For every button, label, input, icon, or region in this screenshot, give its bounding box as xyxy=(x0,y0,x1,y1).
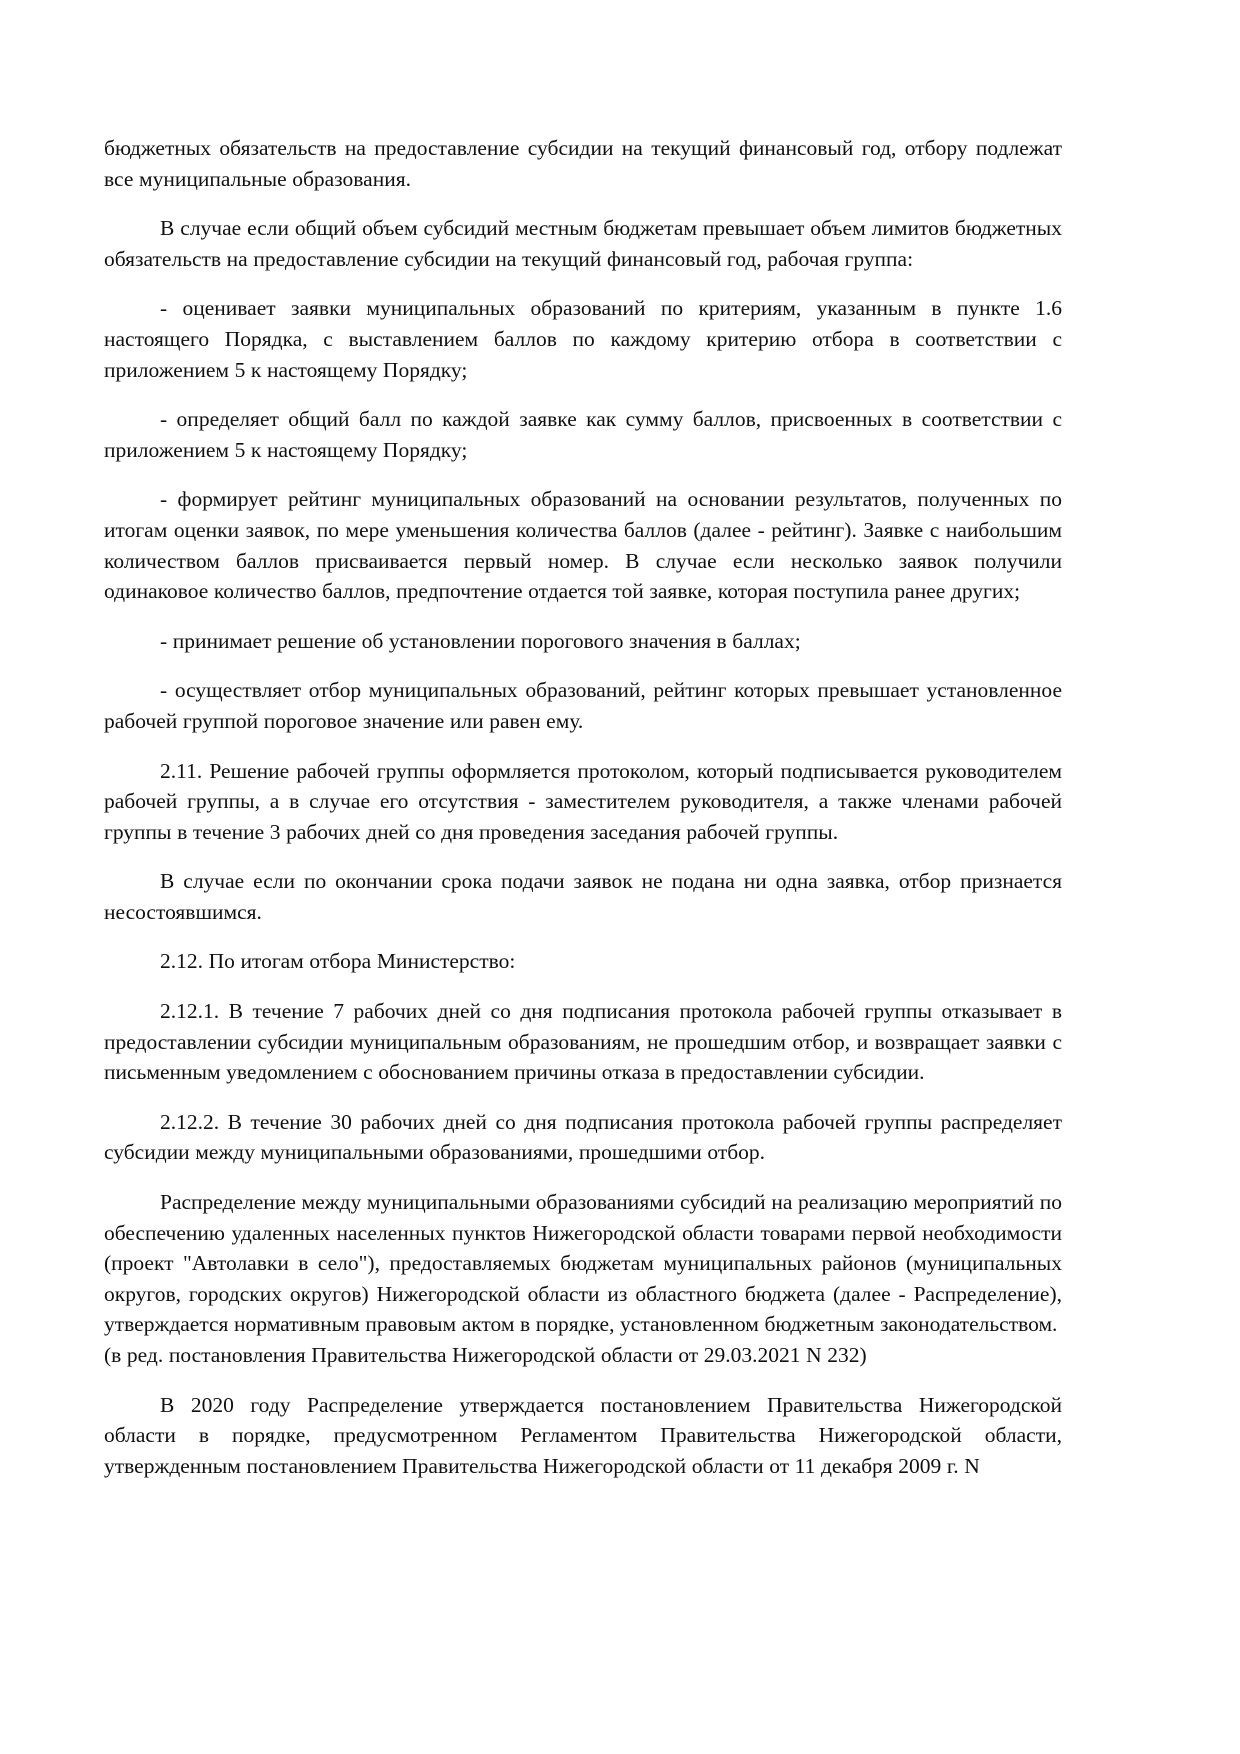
paragraph-continuation-budget-obligations: бюджетных обязательств на предоставление субсидии на текущий финансовый год, отбору подлежат все муниципальные образования. xyxy=(104,136,1062,191)
clause-2-12-2-distribution-within-30-days: 2.12.2. В течение 30 рабочих дней со дня подписания протокола рабочей группы распределяет субсидии между муниципальными образованиями, прошедшими отбор. xyxy=(104,1109,1062,1165)
amendment-reference-note: (в ред. постановления Правительства Нижегородской области от 29.03.2021 N 232) xyxy=(104,1343,867,1367)
list-item-evaluates-applications: - оценивает заявки муниципальных образований по критериям, указанным в пункте 1.6 настоящего Порядка, с выставлением баллов по каждому критерию отбора в соответствии с приложением 5 к настоящему Порядку; xyxy=(104,296,1062,382)
paragraph-no-applications-selection-void: В случае если по окончании срока подачи заявок не подана ни одна заявка, отбор признается несостоявшимся. xyxy=(104,869,1062,924)
list-item-selects-municipalities: - осуществляет отбор муниципальных образований, рейтинг которых превышает установленное рабочей группой пороговое значение или равен ему. xyxy=(104,678,1062,733)
paragraph-distribution-avtolavki-v-selo: Распределение между муниципальными образованиями субсидий на реализацию мероприятий по обеспечению удаленных населенных пунктов Нижегородской области товарами первой необходимости (проект "Автолавки в село"), предоставляемых бюджетам муниципальных районов (муниципальных округов, городских округов) Нижегородской области из областного бюджета (далее - Распределение), утверждается нормативным правовым актом в порядке, установленном бюджетным законодательством. xyxy=(104,1190,1062,1337)
clause-2-12-ministry-results: 2.12. По итогам отбора Министерство: xyxy=(160,949,516,974)
list-item-threshold-decision: - принимает решение об установлении порогового значения в баллах; xyxy=(160,628,801,653)
clause-2-11-working-group-protocol: 2.11. Решение рабочей группы оформляется протоколом, который подписывается руководителем рабочей группы, а в случае его отсутствия - заместителем руководителя, а также членами рабочей группы в течение 3 рабочих дней со дня проведения заседания рабочей группы. xyxy=(104,758,1062,844)
paragraph-subsidy-volume-exceeds-limits: В случае если общий объем субсидий местным бюджетам превышает объем лимитов бюджетных обязательств на предоставление субсидии на текущий финансовый год, рабочая группа: xyxy=(104,216,1062,271)
document-body xyxy=(104,133,1062,1481)
list-item-determines-total-score: - определяет общий балл по каждой заявке как сумму баллов, присвоенных в соответствии с приложением 5 к настоящему Порядку; xyxy=(104,407,1062,462)
clause-2-12-1-refusal-within-7-days: 2.12.1. В течение 7 рабочих дней со дня подписания протокола рабочей группы отказывает в предоставлении субсидии муниципальным образованиям, не прошедшим отбор, и возвращает заявки с письменным уведомлением с обоснованием причины отказа в предоставлении субсидии. xyxy=(104,999,1062,1085)
paragraph-2020-distribution-regulation: В 2020 году Распределение утверждается постановлением Правительства Нижегородской области в порядке, предусмотренном Регламентом Правительства Нижегородской области, утвержденным постановлением Правительства Нижегородской области от 11 декабря 2009 г. N xyxy=(104,1392,1062,1478)
list-item-forms-rating: - формирует рейтинг муниципальных образований на основании результатов, полученных по итогам оценки заявок, по мере уменьшения количества баллов (далее - рейтинг). Заявке с наибольшим количеством баллов присваивается первый номер. В случае если несколько заявок получили одинаковое количество баллов, предпочтение отдается той заявке, которая поступила ранее других; xyxy=(104,487,1062,604)
